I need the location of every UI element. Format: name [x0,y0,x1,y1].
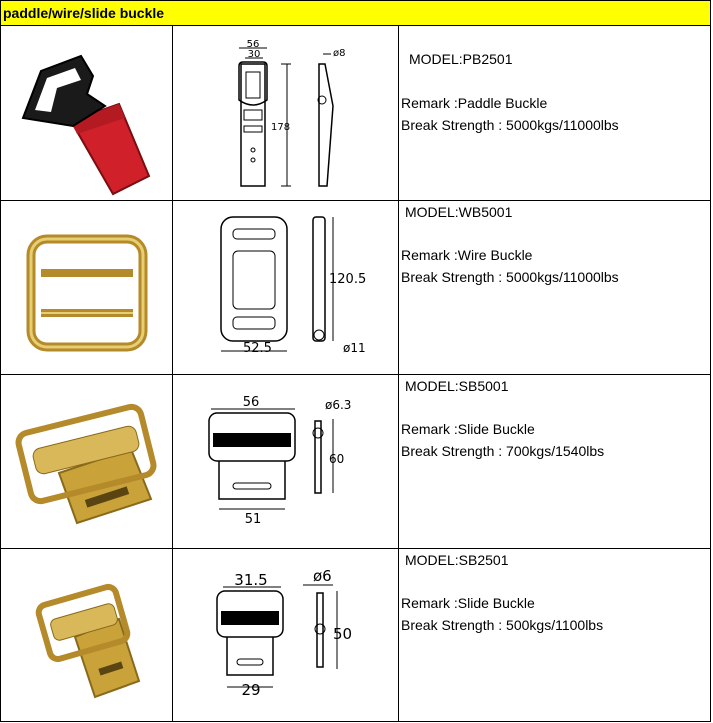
spec-text-pb2501 [399,26,710,200]
product-photo-wire-buckle [1,201,173,374]
table-row [0,26,711,201]
model-number: MODEL:SB5001 [405,378,509,394]
pb2501-drawing [173,26,398,200]
dim-length: 178 [271,122,291,133]
break-strength-text: Break Strength : 700kgs/1540lbs [401,443,605,459]
sb2501-drawing [173,549,398,721]
dim-wire-diameter: ø11 [343,341,366,355]
remark-text: Remark :Slide Buckle [401,595,535,611]
dim-bar-diameter: ø6 [313,567,332,585]
dim-width-inner: 30 [247,49,261,60]
dim-length: 60 [329,452,345,466]
table-row [0,201,711,375]
remark-text: Remark :Wire Buckle [401,247,533,263]
model-number: MODEL:WB5001 [405,204,513,220]
dim-width: 31.5 [234,571,268,589]
sb5001-drawing [173,375,398,548]
model-number: MODEL:SB2501 [405,552,509,568]
product-photo-slide-buckle-sb2501 [1,549,173,721]
wb5001-drawing [173,201,398,374]
dim-bar-diameter: ø6.3 [325,398,352,412]
model-number: MODEL:PB2501 [409,51,513,67]
table-title: paddle/wire/slide buckle [0,0,711,26]
paddle-buckle-image [1,26,172,200]
dim-length: 120.5 [329,272,367,287]
spec-text-wb5001 [399,201,710,374]
technical-drawing-sb5001 [173,375,399,548]
product-photo-slide-buckle-sb5001 [1,375,173,548]
dim-length: 50 [333,625,353,643]
table-row [0,549,711,722]
product-photo-paddle-buckle [1,26,173,200]
dim-width-outer: 56 [246,39,260,50]
dim-pin-diameter: ø8 [333,48,346,59]
dim-width: 52.5 [243,341,272,356]
technical-drawing-pb2501 [173,26,399,200]
remark-text: Remark :Paddle Buckle [401,95,548,111]
dim-width: 56 [242,395,260,410]
spec-text-sb2501 [399,549,710,721]
sb5001-image [1,375,172,548]
break-strength-text: Break Strength : 500kgs/1100lbs [401,617,604,633]
technical-drawing-sb2501 [173,549,399,721]
dim-base-width: 51 [244,512,262,527]
dim-base-width: 29 [241,681,261,699]
break-strength-text: Break Strength : 5000kgs/11000lbs [401,117,619,133]
wire-buckle-image [1,201,172,374]
technical-drawing-wb5001 [173,201,399,374]
sb2501-image [1,549,172,721]
spec-text-sb5001 [399,375,710,548]
remark-text: Remark :Slide Buckle [401,421,535,437]
table-row [0,375,711,549]
break-strength-text: Break Strength : 5000kgs/11000lbs [401,269,619,285]
